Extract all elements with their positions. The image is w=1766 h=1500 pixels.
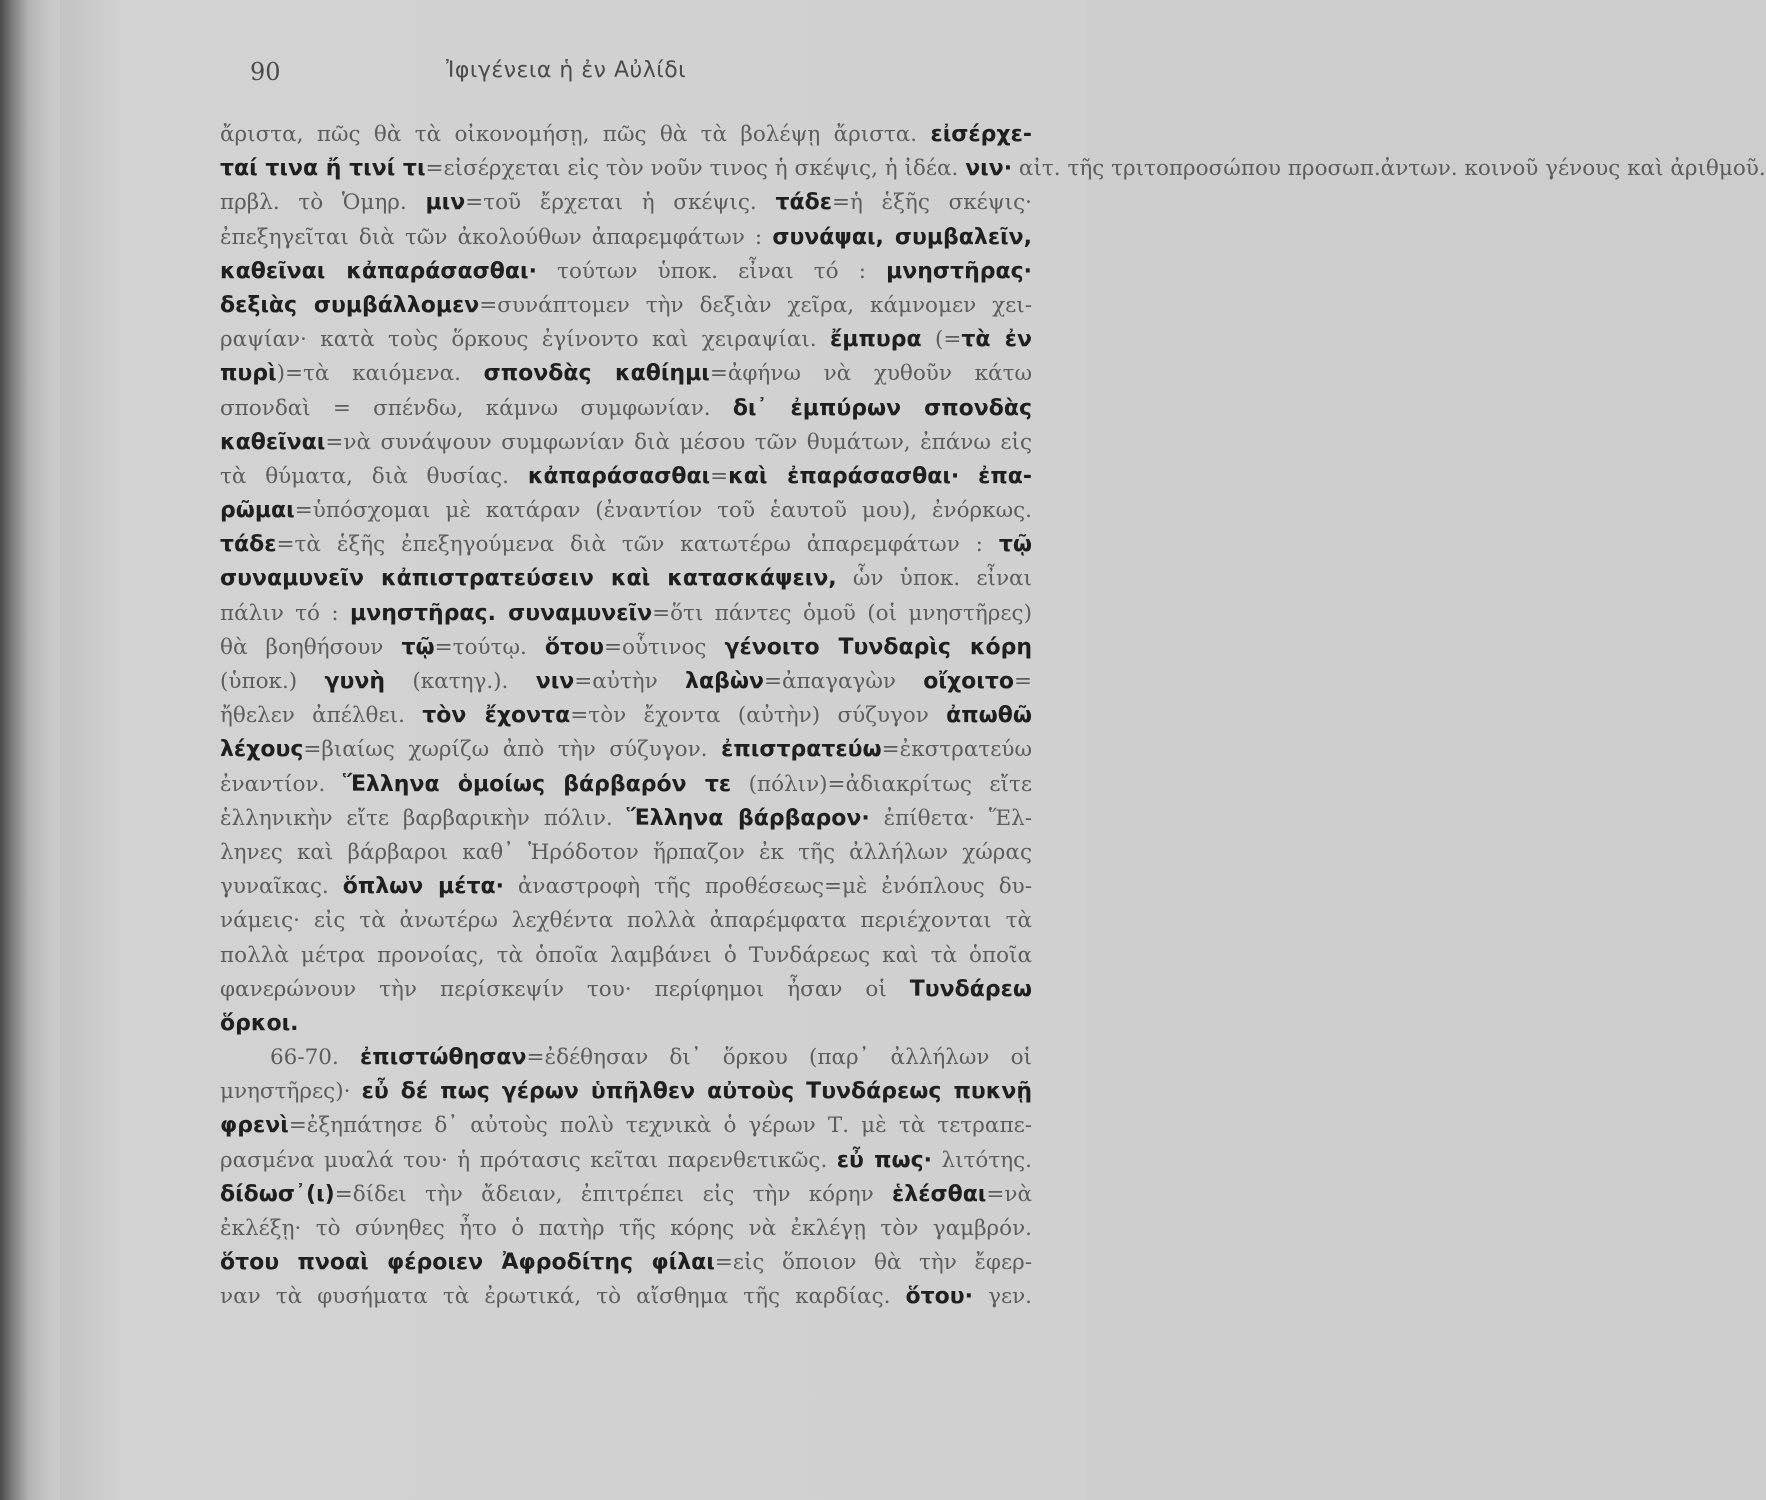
line-segment: =ἐδέθησαν δι᾽ ὅρκου (παρ᾽ ἀλλήλων οἱ (526, 1045, 1032, 1071)
line-segment: =τὸν ἔχοντα (αὐτὴν) σύζυγον (570, 703, 947, 729)
lemma-bold: ὅτου· (905, 1284, 974, 1310)
lemma-bold: τὸν ἔχοντα (422, 703, 571, 729)
lemma-bold: ταί τινα ἤ τινί τι (220, 156, 426, 182)
line-segment: πάλιν τό : (220, 600, 351, 626)
text-line (220, 494, 1032, 528)
line-segment: ὧν ὑποκ. εἶναι (836, 566, 1032, 592)
lemma-bold: δεξιὰς συμβάλλομεν (220, 292, 480, 318)
lemma-bold: συναμυνεῖν κἀπιστρατεύσειν καὶ κατασκάψειν, (220, 566, 837, 592)
lemma-bold: δι᾽ ἐμπύρων σπονδὰς (732, 395, 1032, 421)
line-segment: ἀναστροφὴ τῆς προθέσεως=μὲ ἐνόπλους δυ- (503, 874, 1032, 900)
text-line (220, 631, 1032, 665)
line-segment: φανερώνουν τὴν περίσκεψίν του· περίφημοι ἦσαν οἱ (220, 976, 910, 1002)
lemma-bold: ὅρκοι. (220, 1010, 299, 1036)
line-segment: =τὰ ἑξῆς ἐπεξηγούμενα διὰ τῶν κατωτέρω ἀπαρεμφάτων : (276, 532, 999, 558)
line-segment: =οὗτινος (604, 634, 725, 660)
lemma-bold: καθεῖναι κἀπαράσασθαι· (220, 258, 537, 284)
lemma-bold: ἔμπυρα (830, 327, 922, 353)
line-segment: =ὅτι πάντες ὁμοῦ (οἱ μνηστῆρες) (652, 600, 1032, 626)
line-segment: = (710, 463, 729, 489)
running-title: Ἰφιγένεια ἡ ἐν Αὐλίδι (446, 58, 687, 83)
line-segment: =δίδει τὴν ἄδειαν, ἐπιτρέπει εἰς τὴν κόρην (334, 1181, 893, 1207)
text-line (220, 939, 1032, 973)
text-line (220, 973, 1032, 1007)
text-line (220, 870, 1032, 904)
commentary-text-block (220, 118, 1766, 1315)
text-line (220, 904, 1032, 938)
lemma-bold: καθεῖναι (220, 429, 326, 455)
lemma-bold: ὅτου πνοαὶ φέροιεν Ἀφροδίτης φίλαι (220, 1250, 715, 1276)
line-segment: ἐπεξηγεῖται διὰ τῶν ἀκολούθων ἀπαρεμφάτων : (220, 224, 773, 250)
lemma-bold: μιν (425, 190, 466, 216)
text-line (220, 1246, 1032, 1280)
lemma-bold: σπονδὰς καθίημι (483, 361, 710, 387)
line-segment: =ἐξηπάτησε δ᾽ αὐτοὺς πολὺ τεχνικὰ ὁ γέρων Τ. μὲ τὰ τετραπε- (288, 1113, 1032, 1139)
book-page-stack-edge (0, 0, 64, 1500)
line-segment: =ἀφήνω νὰ χυθοῦν κάτω (709, 361, 1032, 387)
lemma-bold: ὅπλων μέτα· (342, 874, 504, 900)
line-segment: (κατηγ.). (385, 669, 536, 694)
line-segment: =ἡ ἑξῆς σκέψις· (831, 190, 1032, 216)
lemma-bold: πυρὶ (220, 361, 277, 387)
text-line (220, 392, 1032, 426)
text-line (220, 323, 1032, 357)
lemma-bold: λαβὼν (685, 669, 764, 694)
line-segment: ἑλληνικὴν εἴτε βαρβαρικὴν πόλιν. (220, 805, 627, 831)
lemma-bold: λέχους (220, 737, 304, 763)
line-segment: =ἀπαγαγὼν (763, 669, 924, 694)
line-segment: =ἐκστρατεύω (881, 737, 1032, 763)
lemma-bold: Ἕλληνα βάρβαρον· (626, 805, 870, 831)
lemma-bold: τάδε (775, 190, 832, 216)
lemma-bold: κἀπαράσασθαι (527, 463, 711, 489)
text-line (220, 460, 1032, 494)
text-line (220, 118, 1032, 152)
lemma-bold: ἑλέσθαι (892, 1181, 987, 1207)
line-segment: ληνες καὶ βάρβαροι καθ᾽ Ἡρόδοτον ἥρπαζον ἐκ τῆς ἀλλήλων χώρας (220, 839, 1032, 865)
line-segment: ἤθελεν ἀπέλθει. (220, 703, 423, 729)
line-segment: ραψίαν· κατὰ τοὺς ὅρκους ἐγίνοντο καὶ χειραψίαι. (220, 327, 831, 353)
text-line (220, 1109, 1032, 1143)
lemma-bold: τῷ (401, 634, 435, 660)
line-segment: ἐπίθετα· Ἕλ- (869, 805, 1033, 831)
text-line (220, 152, 1766, 186)
line-segment: =εἰς ὅποιον θὰ τὴν ἔφερ- (714, 1250, 1032, 1276)
line-segment: τούτων ὑποκ. εἶναι τό : (536, 258, 887, 284)
line-segment: =νὰ (986, 1181, 1032, 1207)
text-line (220, 665, 1032, 699)
line-segment: =νὰ συνάψουν συμφωνίαν διὰ μέσου τῶν θυμάτων, ἐπάνω εἰς (325, 429, 1032, 455)
text-line (220, 221, 1032, 255)
line-segment: θὰ βοηθήσουν (220, 634, 402, 660)
lemma-bold: μνηστῆρας. συναμυνεῖν (350, 600, 653, 626)
text-line (220, 562, 1032, 596)
text-line (220, 1144, 1032, 1178)
text-line (220, 1178, 1032, 1212)
line-segment: = (1013, 669, 1032, 694)
lemma-bold: οἴχοιτο (923, 669, 1014, 694)
page-header (250, 58, 1030, 92)
line-segment: =τούτῳ. (434, 634, 545, 660)
line-segment: αἰτ. τῆς τριτοπροσώπου προσωπ.ἀντων. κοινοῦ γένους καὶ ἀριθμοῦ. (1012, 156, 1766, 182)
line-segment: =ὑπόσχομαι μὲ κατάραν (ἐναντίον τοῦ ἑαυτοῦ μου), ἐνόρκως. (294, 498, 1032, 524)
text-line (220, 289, 1032, 323)
text-line (220, 1212, 1032, 1246)
lemma-bold: συνάψαι, συμβαλεῖν, (772, 224, 1032, 250)
lemma-bold: ἐπα- (978, 463, 1032, 489)
line-segment: λιτότης. (932, 1147, 1032, 1173)
text-line (220, 1007, 1032, 1041)
lemma-bold: φρενὶ (220, 1113, 289, 1139)
lemma-bold: νιν· (965, 156, 1013, 182)
lemma-bold: Ἕλληνα ὁμοίως βάρβαρόν τε (342, 771, 732, 797)
lemma-bold: ρῶμαι (220, 498, 295, 524)
text-line (220, 528, 1032, 562)
line-segment: σπονδαὶ = σπένδω, κάμνω συμφωνίαν. (220, 395, 733, 421)
line-segment: =εἰσέρχεται εἰς τὸν νοῦν τινος ἡ σκέψις, ἡ ἰδέα. (425, 156, 966, 182)
line-segment: 66-70. (270, 1045, 360, 1071)
line-segment: πρβλ. τὸ Ὁμηρ. (220, 190, 426, 216)
line-segment: μνηστῆρες)· (220, 1079, 362, 1105)
lemma-bold: εἰσέρχε- (930, 122, 1032, 147)
line-segment: γυναῖκας. (220, 874, 343, 900)
line-segment: ναν τὰ φυσήματα τὰ ἐρωτικά, τὸ αἴσθημα τῆς καρδίας. (220, 1284, 906, 1310)
lemma-bold: τὰ ἐν (961, 327, 1032, 353)
text-line (220, 1041, 1032, 1075)
lemma-bold: ἐπιστώθησαν (360, 1045, 527, 1071)
text-line (220, 1075, 1032, 1109)
lemma-bold: γυνὴ (324, 669, 386, 694)
lemma-bold: ἀπωθῶ (946, 703, 1033, 729)
line-segment: =τοῦ ἔρχεται ἡ σκέψις. (465, 190, 776, 216)
text-line (220, 255, 1032, 289)
text-line (220, 1280, 1032, 1314)
lemma-bold: μνηστῆρας· (886, 258, 1033, 284)
line-segment: ἐναντίον. (220, 771, 343, 797)
text-line (220, 699, 1032, 733)
text-line (220, 768, 1032, 802)
line-segment: τὰ θύματα, διὰ θυσίας. (220, 463, 528, 489)
line-segment: )=τὰ καιόμενα. (276, 361, 484, 387)
text-line (220, 357, 1032, 391)
lemma-bold: καὶ ἐπαράσασθαι· (728, 463, 960, 489)
page-number: 90 (250, 58, 281, 86)
text-line (220, 733, 1032, 767)
lemma-bold: ἐπιστρατεύω (721, 737, 882, 763)
lemma-bold: νιν (535, 669, 575, 694)
lemma-bold: τάδε (220, 532, 277, 558)
text-line (220, 836, 1032, 870)
line-segment: ἐκλέξῃ· τὸ σύνηθες ἦτο ὁ πατὴρ τῆς κόρης νὰ ἐκλέγῃ τὸν γαμβρόν. (220, 1216, 1032, 1241)
line-segment: ρασμένα μυαλά του· ἡ πρότασις κεῖται παρενθετικῶς. (220, 1147, 837, 1173)
line-segment: γεν. (973, 1284, 1032, 1310)
line-segment: (ὑποκ.) (220, 669, 325, 694)
text-line (220, 597, 1032, 631)
lemma-bold: εὖ πως· (836, 1147, 933, 1173)
line-segment: =βιαίως χωρίζω ἀπὸ τὴν σύζυγον. (303, 737, 722, 763)
lemma-bold: ὅτου (544, 634, 605, 660)
line-segment: (πόλιν)=ἀδιακρίτως εἴτε (731, 771, 1032, 797)
text-line (220, 426, 1032, 460)
line-segment: =αὐτὴν (574, 669, 686, 694)
text-line (220, 186, 1032, 220)
text-line (220, 802, 1032, 836)
line-segment: νάμεις· εἰς τὰ ἀνωτέρω λεχθέντα πολλὰ ἀπαρέμφατα περιέχονται τὰ (220, 908, 1032, 934)
line-segment: πολλὰ μέτρα προνοίας, τὰ ὁποῖα λαμβάνει ὁ Τυνδάρεως καὶ τὰ ὁποῖα (220, 942, 1032, 968)
line-segment (959, 464, 978, 489)
line-segment: (= (921, 327, 962, 353)
lemma-bold: εὖ δέ πως γέρων ὑπῆλθεν αὐτοὺς Τυνδάρεως πυκνῇ (361, 1079, 1032, 1105)
lemma-bold: τῷ (998, 532, 1032, 558)
line-segment: ἄριστα, πῶς θὰ τὰ οἰκονομήσῃ, πῶς θὰ τὰ βολέψῃ ἄριστα. (220, 122, 931, 147)
lemma-bold: γένοιτο Τυνδαρὶς κόρη (724, 634, 1032, 660)
line-segment: =συνάπτομεν τὴν δεξιὰν χεῖρα, κάμνομεν χει- (479, 292, 1032, 318)
lemma-bold: δίδωσ᾽(ι) (220, 1181, 335, 1207)
lemma-bold: Τυνδάρεω (909, 976, 1032, 1002)
